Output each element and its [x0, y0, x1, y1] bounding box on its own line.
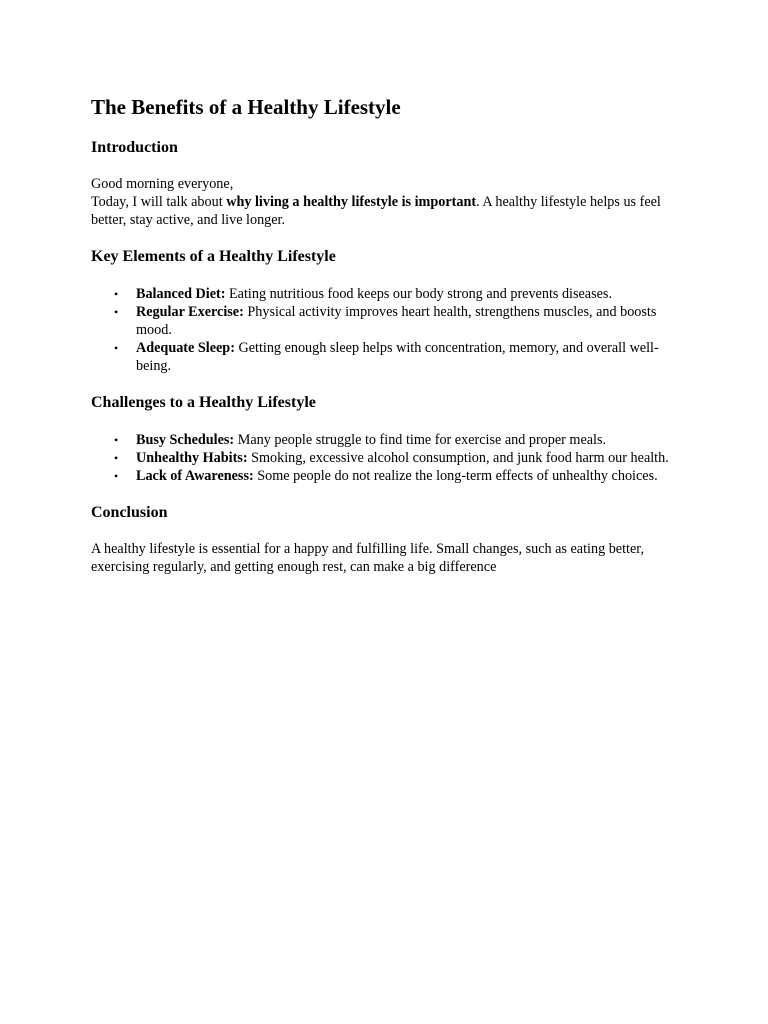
list-item-text: Some people do not realize the long-term effects of unhealthy choices. [253, 468, 658, 484]
bullet-icon: • [114, 433, 119, 447]
introduction-greeting: Good morning everyone, [91, 176, 234, 192]
bullet-icon: • [114, 287, 119, 301]
key-elements-list [91, 285, 681, 375]
introduction-heading: Introduction [91, 139, 178, 156]
introduction-text-end: . A healthy lifestyle helps us feel better, stay active, and live longer. [91, 194, 661, 228]
list-item-label: Unhealthy Habits: [136, 450, 248, 466]
conclusion-paragraph: A healthy lifestyle is essential for a happy and fulfilling life. Small changes, such as eating better, exercising regularly, and getting enough rest, can make a big difference [91, 541, 644, 575]
list-item-busy-schedules [114, 431, 681, 449]
introduction-text-start: Today, I will talk about [91, 194, 227, 210]
list-item-label: Lack of Awareness: [136, 468, 254, 484]
list-item-lack-of-awareness [114, 467, 681, 485]
list-item-regular-exercise [114, 303, 681, 339]
bullet-icon: • [114, 469, 119, 483]
list-item-label: Regular Exercise: [136, 304, 244, 320]
list-item-label: Busy Schedules: [136, 432, 235, 448]
bullet-icon: • [114, 451, 119, 465]
list-item-label: Adequate Sleep: [136, 340, 235, 356]
document-title: The Benefits of a Healthy Lifestyle [91, 95, 401, 119]
list-item-text: Smoking, excessive alcohol consumption, and junk food harm our health. [247, 450, 669, 466]
list-item-text: Getting enough sleep helps with concentration, memory, and overall well-being. [136, 340, 659, 374]
bullet-icon: • [114, 341, 119, 355]
key-elements-heading: Key Elements of a Healthy Lifestyle [91, 248, 336, 265]
list-item-text: Many people struggle to find time for exercise and proper meals. [234, 432, 607, 448]
list-item-text: Eating nutritious food keeps our body strong and prevents diseases. [225, 286, 612, 302]
list-item-unhealthy-habits [114, 449, 681, 467]
challenges-list [91, 431, 681, 485]
list-item-text: Physical activity improves heart health, strengthens muscles, and boosts mood. [136, 304, 657, 338]
bullet-icon: • [114, 305, 119, 319]
conclusion-heading: Conclusion [91, 504, 168, 521]
list-item-adequate-sleep [114, 339, 681, 375]
challenges-heading: Challenges to a Healthy Lifestyle [91, 394, 316, 411]
list-item-balanced-diet [114, 285, 681, 303]
list-item-label: Balanced Diet: [136, 286, 226, 302]
introduction-emphasis: why living a healthy lifestyle is important [226, 194, 477, 210]
document-page [91, 93, 681, 576]
introduction-paragraph [91, 175, 681, 229]
